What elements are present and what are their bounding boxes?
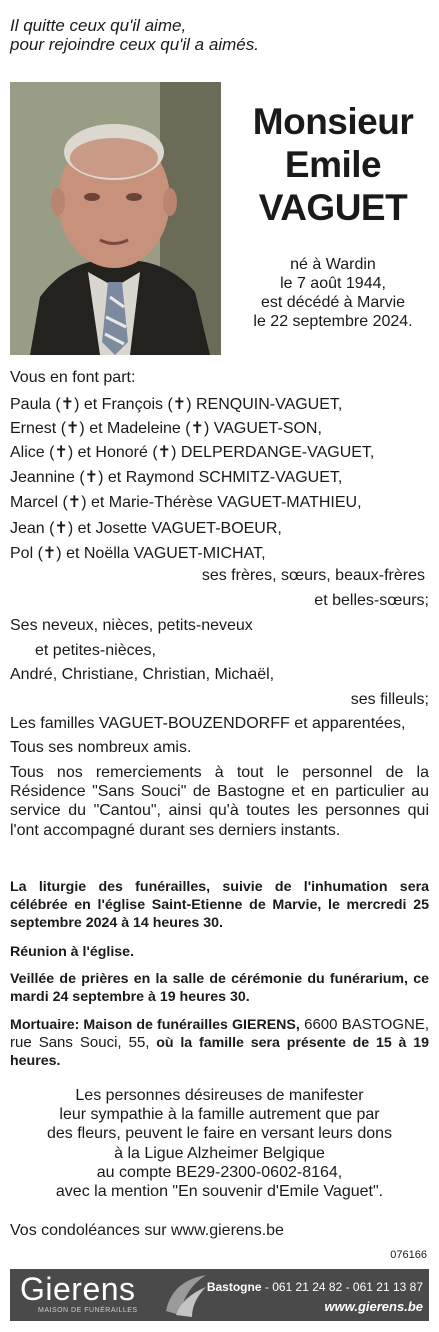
birth-death-info [236,255,430,331]
condolences-link[interactable]: Vos condoléances sur www.gierens.be [10,1222,284,1239]
siblings-role: ses frères, sœurs, beaux-frères [201,567,425,584]
friends-line: Tous ses nombreux amis. [10,739,192,756]
donation-line: avec la mention "En souvenir d'Emile Vaguet". [55,1183,384,1201]
name-last: VAGUET [258,187,408,228]
reference-number: 076166 [390,1249,427,1261]
donation-line: à la Ligue Alzheimer Belgique [114,1144,325,1162]
contact-info [207,1277,423,1317]
godchildren-role: ses filleuls; [350,691,429,708]
swoosh-icon [162,1271,210,1319]
funeral-home-logo: Gierens [20,1271,136,1307]
family-line: Ernest (✝) et Madeleine (✝) VAGUET-SON, [10,420,322,437]
birth-line: est décédé à Marvie [260,294,406,311]
family-line: Pol (✝) et Noëlla VAGUET-MICHAT, [10,545,266,562]
donation-line: Les personnes désireuses de manifester [75,1087,364,1104]
vigil-paragraph: Veillée de prières en la salle de cérémonie du funérarium, ce mardi 24 septembre à 19 heures 30. [10,971,429,1005]
nephews-line: Ses neveux, nièces, petits-neveux [10,617,253,634]
logo-subtitle: MAISON DE FUNÉRAILLES [38,1307,138,1314]
mortuary-paragraph [10,1016,429,1070]
donation-line: au compte BE29-2300-0602-8164, [96,1163,343,1181]
siblings-role: et belles-sœurs; [314,592,429,609]
mortuary-label: Mortuaire: Maison de funérailles GIERENS, [10,1017,300,1033]
birth-line: le 7 août 1944, [280,275,386,292]
name-title: Monsieur [252,101,414,142]
birth-line: le 22 septembre 2024. [253,313,413,330]
donation-line: leur sympathie à la famille autrement que par [59,1106,380,1124]
thanks-paragraph: Tous nos remerciements à tout le personnel de la Résidence "Sans Souci" de Bastogne et en particulier au service du "Cantou", ainsi qu'à toutes les personnes qui l'ont accompagné durant ses derniers instants. [10,764,429,839]
nephews-line: et petites-nièces, [35,642,156,659]
families-line: Les familles VAGUET-BOUZENDORFF et apparentées, [10,715,406,732]
portrait-illustration [10,82,221,355]
quote-line: pour rejoindre ceux qu'il a aimés. [10,35,259,54]
city-label: Bastogne [206,1280,262,1294]
website-link[interactable]: www.gierens.be [324,1299,423,1314]
name-first: Emile [284,144,382,185]
donation-line: des fleurs, peuvent le faire en versant leurs dons [46,1125,393,1143]
family-line: Paula (✝) et François (✝) RENQUIN-VAGUET, [10,396,343,413]
birth-line: né à Wardin [290,256,376,273]
family-line: Jeannine (✝) et Raymond SCHMITZ-VAGUET, [10,469,343,486]
epitaph-quote [10,16,259,54]
family-line: Marcel (✝) et Marie-Thérèse VAGUET-MATHIEU, [10,494,362,511]
phone-numbers: - 061 21 24 82 - 061 21 13 87 [261,1280,423,1294]
announcement-intro: Vous en font part: [10,369,136,386]
meeting-line: Réunion à l'église. [10,944,134,960]
funeral-home-banner [10,1269,429,1321]
family-line: Alice (✝) et Honoré (✝) DELPERDANGE-VAGUET, [10,444,375,461]
deceased-name [238,100,428,229]
quote-line: Il quitte ceux qu'il aime, [10,16,187,35]
mortuary-note: où la famille sera présente de 15 à 19 heures. [10,1035,429,1069]
donation-paragraph [10,1086,429,1201]
portrait-photo [10,82,221,355]
godchildren-line: André, Christiane, Christian, Michaël, [10,666,275,683]
mortuary-address: 6600 BASTOGNE, rue Sans Souci, 55, [10,1016,430,1051]
liturgy-paragraph: La liturgie des funérailles, suivie de l'inhumation sera célébrée en l'église Saint-Etienne de Marvie, le mercredi 25 septembre 2024 à 14 heures 30. [10,879,429,931]
family-line: Jean (✝) et Josette VAGUET-BOEUR, [10,520,282,537]
